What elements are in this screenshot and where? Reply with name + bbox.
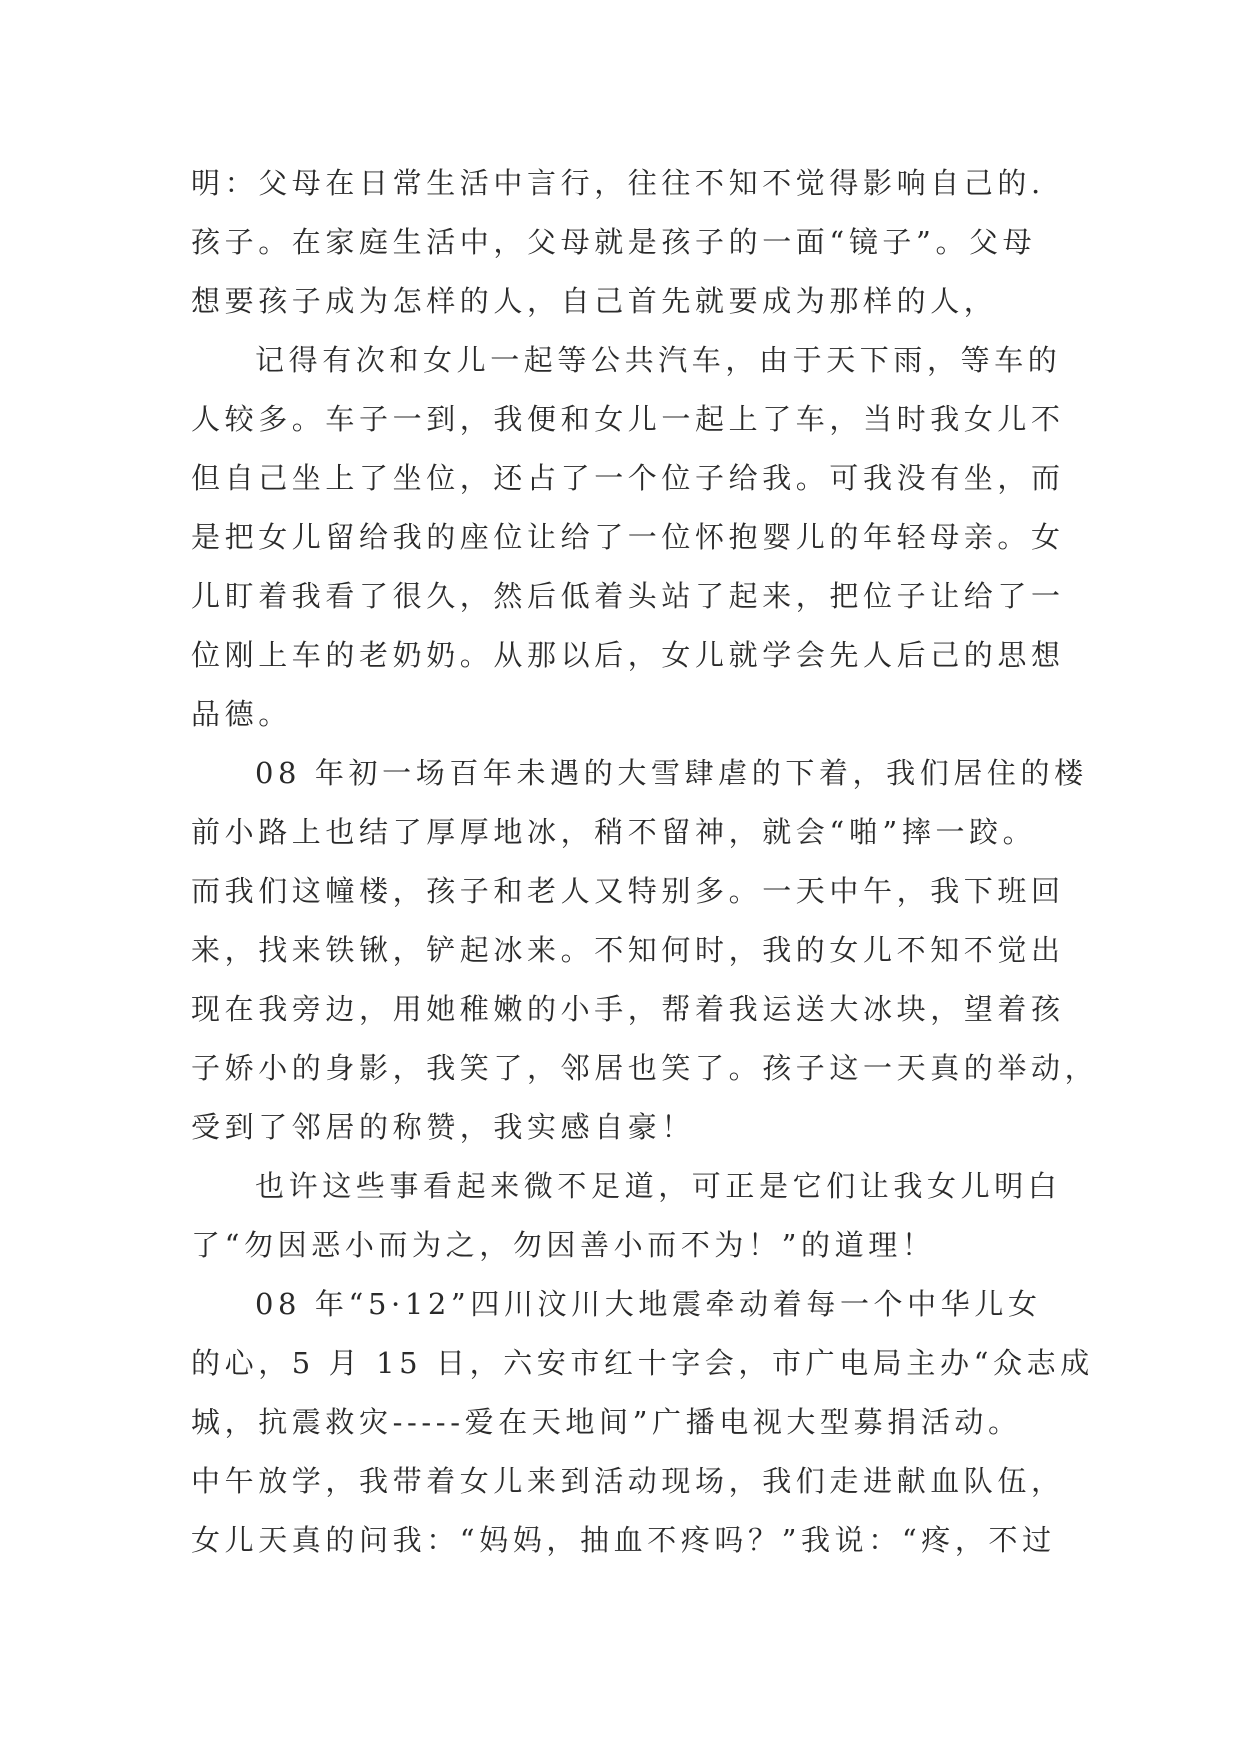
text-line: 人较多。车子一到，我便和女儿一起上了车，当时我女儿不 xyxy=(191,402,1065,436)
text-line: 城，抗震救灾-----爱在天地间”广播电视大型募捐活动。 xyxy=(191,1405,1022,1439)
text-line: 记得有次和女儿一起等公共汽车，由于天下雨，等车的 xyxy=(255,343,1062,377)
text-line: 位刚上车的老奶奶。从那以后，女儿就学会先人后己的思想 xyxy=(191,638,1065,672)
text-line: 明：父母在日常生活中言行，往往不知不觉得影响自己的. xyxy=(191,166,1045,200)
text-line: 的心，5 月 15 日，六安市红十字会，市广电局主办“众志成 xyxy=(191,1346,1094,1380)
text-line: 品德。 xyxy=(191,697,292,731)
text-line: 前小路上也结了厚厚地冰，稍不留神，就会“啪”摔一跤。 xyxy=(191,815,1037,849)
text-line: 而我们这幢楼，孩子和老人又特别多。一天中午，我下班回 xyxy=(191,874,1065,908)
text-line: 08 年“5·12”四川汶川大地震牵动着每一个中华儿女 xyxy=(255,1287,1042,1321)
paragraph-3 xyxy=(191,744,1099,1157)
text-line: 来，找来铁锹，铲起冰来。不知何时，我的女儿不知不觉出 xyxy=(191,933,1065,967)
text-line: 但自己坐上了坐位，还占了一个位子给我。可我没有坐，而 xyxy=(191,461,1065,495)
paragraph-4 xyxy=(191,1157,1062,1275)
text-line: 08 年初一场百年未遇的大雪肆虐的下着，我们居住的楼 xyxy=(255,756,1088,790)
paragraph-1 xyxy=(191,154,1051,331)
text-line: 现在我旁边，用她稚嫩的小手，帮着我运送大冰块，望着孩 xyxy=(191,992,1065,1026)
text-line: 子娇小的身影，我笑了，邻居也笑了。孩子这一天真的举动， xyxy=(191,1051,1099,1085)
text-line: 儿盯着我看了很久，然后低着头站了起来，把位子让给了一 xyxy=(191,579,1065,613)
text-line: 是把女儿留给我的座位让给了一位怀抱婴儿的年轻母亲。女 xyxy=(191,520,1065,554)
text-line: 中午放学，我带着女儿来到活动现场，我们走进献血队伍， xyxy=(191,1464,1065,1498)
paragraph-5 xyxy=(191,1275,1094,1570)
paragraph-2 xyxy=(191,331,1065,744)
text-line: 孩子。在家庭生活中，父母就是孩子的一面“镜子”。父母 xyxy=(191,225,1037,259)
text-line: 女儿天真的问我：“妈妈，抽血不疼吗？”我说：“疼，不过 xyxy=(191,1523,1056,1557)
text-line: 也许这些事看起来微不足道，可正是它们让我女儿明白 xyxy=(255,1169,1062,1203)
document-body xyxy=(191,154,1099,1570)
text-line: 受到了邻居的称赞，我实感自豪！ xyxy=(191,1110,696,1144)
text-line: 了“勿因恶小而为之，勿因善小而不为！”的道理！ xyxy=(191,1228,936,1262)
text-line: 想要孩子成为怎样的人，自己首先就要成为那样的人， xyxy=(191,284,998,318)
